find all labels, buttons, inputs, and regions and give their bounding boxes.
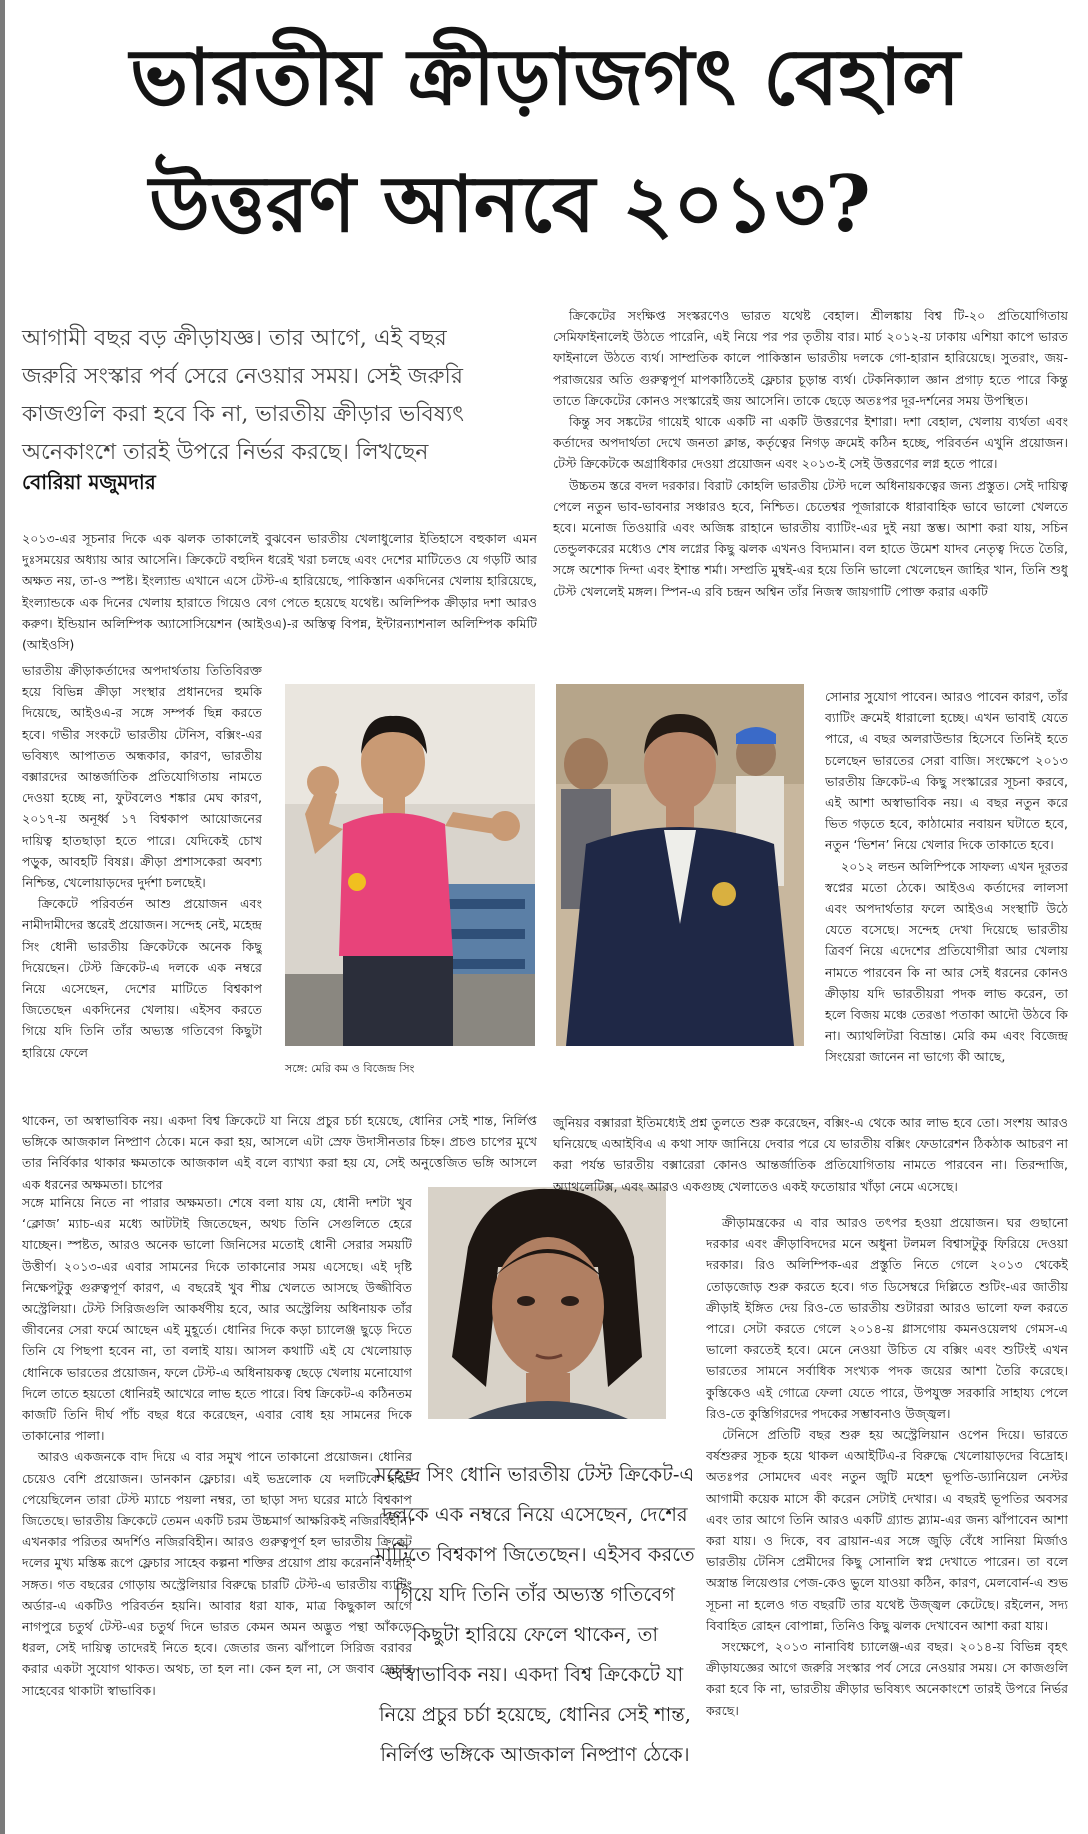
paragraph: টেনিসে প্রতিটি বছর শুরু হয় অস্ট্রেলিয়ান ওপেন দিয়ে। ভারতে বর্ষশুরুর সূচক হয়ে থাকল এআইটিএ-র বিরুদ্ধে খেলোয়াড়দের বিদ্রোহ। অতঃপর সোমদেব এবং নতুন জুটি মহেশ ভূপতি-ড্যানিয়েল নেস্টর আগামী কয়েক মাসে কী করেন সেটাই দেখার। এ বছরই ভূপতির অবসর এবং তার আগে তিনি আরও একটি গ্র্যান্ড স্ল্যাম-এর জন্য ঝাঁপাবেন আশা করা যায়। ও দিকে, বব ব্রায়ান-এর সঙ্গে জুড়ি বেঁধে সানিয়া মির্জাও ভারতীয় টেনিস প্রেমীদের কিছু সোনালি স্বপ্ন দেখাতে পারেন। তা বলে অস্ত্রান্ত লিয়েণ্ডার পেজ-কেও ভুলে যাওয়া কঠিন, কারণ, মেলবোর্ন-এ শুভ সূচনা না হলেও গত বছরটি তার যথেষ্ট উজ্জ্বল কেটেছে। রইলেন, সদ্য বিবাহিত রোহন বোপান্না, তিনিও কিছু ঝলক দেখাবেন আশা করা যায়। [706,1427,1068,1633]
article-right-mid [553,1112,1068,1218]
paragraph: কিন্তু সব সঙ্কটের গায়েই থাকে একটি না একটি উত্তরণের ইশারা। দশা বেহাল, খেলায় ব্যর্থতা এবং কর্তাদের অপদার্থতা দেখে জনতা ক্লান্ত, কর্তৃত্বের নিগড় ক্রমেই কঠিন হচ্ছে, পরিবর্তন এখুনি প্রয়োজন। টেস্ট ক্রিকেটকে অগ্রাধিকার দেওয়া প্রয়োজন এবং ২০১৩-ই সেই উত্তরণের লগ্ন হতে পারে। [553,414,1068,472]
paragraph: উচ্চতম স্তরে বদল দরকার। বিরাট কোহলি ভারতীয় টেস্ট দলে অধিনায়কত্বের জন্য প্রস্তুত। সেই দায়িত্ব পেলে নতুন ভাব-ভাবনার সঞ্চারও হবে, নিশ্চিত। চেতেশ্বর পূজারাকে ধারাবাহিক ভাবে ভালো খেলতে হবে। মনোজ তিওয়ারি এবং অজিঙ্ক রাহানে ভারতীয় ব্যাটিং-এর দুই নয়া স্তম্ভ। আশা করা যায়, সচিন তেন্ডুলকরের মধ্যেও শেষ লগ্নের কিছু ঝলক এখনও বিদ্যমান। বল হাতে উমেশ যাদব নেতৃত্ব দিতে তৈরি, সঙ্গে অশোক দিন্দা এবং ইশান্ত শর্মা। সম্প্রতি মুম্বই-এর হয়ে তিনি ভালো খেলেছেন জাহির খান, তিনি শুধু টেস্ট খেললেই মঙ্গল। স্পিন-এ রবি চন্দ্রন অশ্বিন তাঁর নিজস্ব জায়গাটি পোক্ত করার একটি [553,477,1068,599]
paragraph: ২০১২ লন্ডন অলিম্পিকে সাফল্য এখন দূরতর স্বপ্নের মতো ঠেকে। আইওএ কর্তাদের লালসা এবং অপদার্থতার ফলে আইওএ সংস্থাটি উঠে যেতে বসেছে। সন্দেহ দেখা দিয়েছে ভারতীয় ত্রিবর্ণ নিয়ে এদেশের প্রতিযোগীরা আর খেলায় নামতে পারবেন কি না আর সেই ধরনের কোনও ক্রীড়ায় যদি ভারতীয়রা পদক লাভ করেন, তা হলে বিজয় মঞ্চে তেরঙা পতাকা আদৌ উঠবে কি না। অ্যাথলিটরা বিভ্রান্ত। মেরি কম এবং বিজেন্দ্র সিংয়েরা জানেন না ভাগ্যে কী আছে, [825,858,1068,1065]
mary-kom-photo [285,684,535,1046]
headline-line-1: ভারতীয় ক্রীড়াজগৎ বেহাল [130,32,960,123]
paragraph: ২০১৩-এর সূচনার দিকে এক ঝলক তাকালেই বুঝবেন ভারতীয় খেলাধুলোর ইতিহাসে বহুকাল এমন দুঃসময়ের অধ্যায় আর আসেনি। ক্রিকেটে বহুদিন ধরেই খরা চলছে এবং দেশের মাটিতেও যে গড়টি আর অক্ষত নয়, তা-ও স্পষ্ট। ইংল্যান্ড এখানে এসে টেস্ট-এ হারিয়েছে, পাকিস্তান একদিনের খেলায় হারিয়েছে, ইংল্যান্ডকে এক দিনের খেলায় হারাতে গিয়েও বেগ পেতে হয়েছে যথেষ্ট। অলিম্পিক ক্রীড়ার দশা আরও করুণ। ইন্ডিয়ান অলিম্পিক অ্যাসোসিয়েশন (আইওএ)-র অস্তিত্ব বিপন্ন, ইন্টারন্যাশনাল অলিম্পিক কমিটি (আইওসি) [22,531,537,653]
paragraph: সোনার সুযোগ পাবেন। আরও পাবেন কারণ, তাঁর ব্যাটিং ক্রমেই ধারালো হচ্ছে। এখন ভাবাই যেতে পারে, এ বছর অলরাউন্ডার হিসেবে তিনিই হতে চলেছেন ভারতের সেরা বাজি। সংক্ষেপে ২০১৩ ভারতীয় ক্রিকেট-এ কিছু সংস্কারের সূচনা করবে, এই আশা অস্বাভাবিক নয়। এ বছর নতুন করে ভিত গড়তে হবে, কাঠামোর নবায়ন ঘটাতে হবে, নতুন ‘ভিশন’ নিয়ে খেলার দিকে তাকাতে হবে। [825,689,1068,853]
paragraph: আরও একজনকে বাদ দিয়ে এ বার সমুখ পানে তাকানো প্রয়োজন। ধোনির চেয়েও বেশি প্রয়োজন। ডানকান ফ্লেচার। এই ভদ্রলোক যে দলটিকে হাতে পেয়েছিলেন তারা টেস্ট ম্যাচে পয়লা নম্বর, তা ছাড়া সদ্য ঘরের মাঠে বিশ্বকাপ জিতেছে। ভারতীয় ক্রিকেটে তেমন একটি চরম উচ্চমার্গ আক্ষরিকই নজিরবিহীন। এখনকার পরিতর অদর্শিও নজিরবিহীন। আরও গুরুত্বপূর্ণ হল ভারতীয় ক্রিকেট দলের মুখ্য মস্তিষ্ক রূপে ফ্লেচার সাহেব কল্পনা শক্তির প্রয়োগ প্রায় করেননি বলাই সঙ্গত। গত বছরের গোড়ায় অস্ট্রেলিয়ার বিরুদ্ধে চারটি টেস্ট-এ ভারতীয় ব্যাটিং অর্ডার-এ একটিও পরিবর্তন হয়নি। আবার ধরা যাক, মাত্র কিছুকাল আগে নাগপুরে চতুর্থ টেস্ট-এর চতুর্থ দিনে ভারত কেমন অমন অদ্ভুত পন্থা আঁকড়ে ধরল, সেই দায়িত্ব তাদেরই নিতে হবে। জেতার জন্য ঝাঁপালে সিরিজ বরাবর করার একটা সুযোগ থাকত। অথচ, তা হল না। কেন হল না, সে জবাব ফ্লেচার সাহেবের থাকাটা স্বাভাবিক। [22,1449,412,1698]
photo-caption: সঙ্গে: মেরি কম ও বিজেন্দ্র সিং [285,1062,415,1075]
left-edge-bar [0,0,5,1834]
headline-line-2: উত্তরণ আনবে ২০১৩? [149,159,871,250]
article-right-top [553,305,1068,685]
article-left-top [22,528,537,660]
intro-deck: আগামী বছর বড় ক্রীড়াযজ্ঞ। তার আগে, এই বছর জরুরি সংস্কার পর্ব সেরে নেওয়ার সময়। সেই জরুরি কাজগুলি করা হবে কি না, ভারতীয় ক্রীড়ার ভবিষ্যৎ অনেকাংশে তারই উপরে নির্ভর করছে। লিখছেন [22,326,465,465]
paragraph: ক্রিকেটে পরিবর্তন আশু প্রয়োজন এবং নামীদামীদের স্তরেই প্রয়োজন। সন্দেহ নেই, মহেন্দ্র সিং ধোনী ভারতীয় ক্রিকেটকে অনেক কিছু দিয়েছেন। টেস্ট ক্রিকেট-এ দলকে এক নম্বরে নিয়ে এসেছেন, দেশের মাটিতে বিশ্বকাপ জিতেছেন একদিনের খেলায়। এইসব করতে গিয়ে যদি তিনি তাঁর অভ্যস্ত গতিবেগ কিছুটা হারিয়ে ফেলে [22,896,262,1060]
article-left-lower [22,1192,412,1817]
article-right-narrow [825,686,1068,1112]
byline: বোরিয়া মজুমদার [22,470,156,494]
dhoni-photo [428,1187,666,1419]
paragraph: জুনিয়র বক্সাররা ইতিমধ্যেই প্রশ্ন তুলতে শুরু করেছেন, বক্সিং-এ থেকে আর লাভ হবে তো। সংশয় আরও ঘনিয়েছে এআইবিএ এ কথা সাফ জানিয়ে দেবার পরে যে ভারতীয় বক্সিং ফেডারেশন ঠিকঠাক আচরণ না করা পর্যন্ত ভারতীয় বক্সারেরা কোনও আন্তর্জাতিক প্রতিযোগিতায় নামতে পারবেন না। তিরন্দাজি, অ্যাথলেটিক্স, এবং আরও একগুচ্ছ খেলাতেও একই ফতোয়ার খাঁড়া নেমে এসেছে। [553,1115,1068,1194]
vijender-singh-photo [556,684,804,1046]
paragraph: থাকেন, তা অস্বাভাবিক নয়। একদা বিশ্ব ক্রিকেটে যা নিয়ে প্রচুর চর্চা হয়েছে, ধোনির সেই শান্ত, নির্লিপ্ত ভঙ্গিকে আজকাল নিষ্প্রাণ ঠেকে। মনে করা হয়, আসলে এটা স্রেফ উদাসীনতার চিহ্ন। প্রচণ্ড চাপের মুখে তার নির্বিকার থাকার ক্ষমতাকে আজকাল এই বলে ব্যাখ্যা করা হয় যে, সেই অনুত্তেজিত ভঙ্গি আসলে এক ধরনের অক্ষমতা। চাপের [22,1113,537,1192]
article-left-narrow [22,660,262,1115]
paragraph: ভারতীয় ক্রীড়াকর্তাদের অপদার্থতায় তিতিবিরক্ত হয়ে বিভিন্ন ক্রীড়া সংস্থার প্রধানদের হুমকি দিয়েছে, আইওএ-র সঙ্গে সম্পর্ক ছিন্ন করতে হবে। গভীর সংকটে ভারতীয় টেনিস, বক্সিং-এর ভবিষ্যৎ আপাতত অন্ধকার, কারণ, ভারতীয় বক্সারদের আন্তর্জাতিক প্রতিযোগিতায় নামতে দেওয়া হচ্ছে না, ফুটবলেও শঙ্কার মেঘ কারণ, ২০১৭-য় অনূর্ধ্ব ১৭ বিশ্বকাপ আয়োজনের দায়িত্ব হাতছাড়া হতে পারে। যেদিকেই চোখ পড়ুক, আবহটি বিষণ্ণ। ক্রীড়া প্রশাসকেরা অবশ্য নিশ্চিন্ত, খেলোয়াড়দের দুর্দশা চলছেই। [22,663,262,891]
pull-quote: মহেন্দ্র সিং ধোনি ভারতীয় টেস্ট ক্রিকেট-এ দলকে এক নম্বরে নিয়ে এসেছেন, দেশের মাটিতে বিশ্বকাপ জিতেছেন। এইসব করতে গিয়ে যদি তিনি তাঁর অভ্যস্ত গতিবেগ কিছুটা হারিয়ে ফেলে থাকেন, তা অস্বাভাবিক নয়। একদা বিশ্ব ক্রিকেটে যা নিয়ে প্রচুর চর্চা হয়েছে, ধোনির সেই শান্ত, নির্লিপ্ত ভঙ্গিকে আজকাল নিষ্প্রাণ ঠেকে। [375,1463,695,1766]
article-right-lower [706,1212,1068,1824]
paragraph: ক্রীড়ামন্ত্রকের এ বার আরও তৎপর হওয়া প্রয়োজন। ঘর গুছানো দরকার এবং ক্রীড়াবিদদের মনে অধুনা টলমল বিশ্বাসটুকু ফিরিয়ে দেওয়া দরকার। রিও অলিম্পিক-এর প্রস্তুতি নিতে গেলে ২০১৩ থেকেই তোড়জোড় শুরু করতে হবে। গত ডিসেম্বরে দিল্লিতে শুটিং-এর জাতীয় ক্রীড়াই ইঙ্গিত দেয় রিও-তে ভারতীয় শুটাররা আরও ভালো ফল করতে পারে। সেটা করতে গেলে ২০১৪-য় গ্লাসগোয় কমনওয়েলথ গেমস-এ ভালো করতেই হবে। মেনে নেওয়া উচিত যে বক্সিং এবং শুটিংই এখন ভারতের সামনে সর্বাধিক সংখ্যক পদক জয়ের আশা তৈরি করেছে। কুস্তিকেও এই গোত্রে ফেলা যেতে পারে, উপযুক্ত সরকারি সাহায্য পেলে রিও-তে কুস্তিগিরদের পদকের সম্ভাবনাও উজ্জ্বল। [706,1215,1068,1421]
paragraph: ক্রিকেটের সংক্ষিপ্ত সংস্করণেও ভারত যথেষ্ট বেহাল। শ্রীলঙ্কায় বিশ্ব টি-২০ প্রতিযোগিতায় সেমিফাইনালেই উঠতে পারেনি, এই নিয়ে পর পর তৃতীয় বার। মার্চ ২০১২-য় ঢাকায় এশিয়া কাপে ভারত ফাইনালে উঠতে ব্যর্থ। সাম্প্রতিক কালে পাকিস্তান ভারতীয় দলকে গো-হারান হারিয়েছে। সুতরাং, জয়-পরাজয়ের অতি গুরুত্বপূর্ণ মাপকাঠিতেই ফ্লেচার চূড়ান্ত ব্যর্থ। টেকনিক্যাল জ্ঞান প্রগাঢ় হতে পারে কিন্তু তাতে ক্রিকেটের কোনও সংস্কারেই জয় আসেনি। তাকে ছেড়ে অতঃপর দূর-দর্শনের সময় উপস্থিত। [553,308,1068,408]
article-left-mid [22,1110,537,1195]
paragraph: সঙ্গে মানিয়ে নিতে না পারার অক্ষমতা। শেষে বলা যায় যে, ধোনী দশটা খুব ‘ক্লোজ’ ম্যাচ-এর মধ্যে আটটাই জিতেছেন, অথচ তিনি সেগুলিতে হেরে যাচ্ছেন। স্পষ্টত, আরও অনেক ভালো জিনিসের মতোই ধোনী সেরার সময়টি উত্তীর্ণ। ২০১৩-এর এবার সামনের দিকে তাকানোর সময় এসেছে। এই দৃষ্টি নিক্ষেপটুকু গুরুত্বপূর্ণ কারণ, এ বছরেই খুব শীঘ্র খেলতে আসছে উজ্জীবিত অস্ট্রেলিয়া। টেস্ট সিরিজগুলি আকর্ষণীয় হবে, আর অস্ট্রেলিয় অধিনায়ক তাঁর জীবনের সেরা ফর্মে আছেন এই মুহূর্তে। ধোনির দিকে কড়া চ্যালেঞ্জ ছুড়ে দিতে তিনি যে পিছপা হবেন না, তা বলাই যায়। আসল কথাটি এই যে খেলোয়াড় ধোনিকে ভারতের প্রয়োজন, ফলে টেস্ট-এ অধিনায়কত্ব ছেড়ে খেলায় মনোযোগ দিলে তাতে হয়তো ধোনিরই আখেরে লাভ হতে পারে। বিশ্ব ক্রিকেট-এ কঠিনতম কাজটি তিনি দীর্ঘ পাঁচ বছর ধরে করেছেন, এবার বোধ হয় সামনের দিকে তাকানোর পালা। [22,1195,412,1444]
paragraph: সংক্ষেপে, ২০১৩ নানাবিধ চ্যালেঞ্জ-এর বছর। ২০১৪-য় বিভিন্ন বৃহৎ ক্রীড়াযজ্ঞের আগে জরুরি সংস্কার পর্ব সেরে নেওয়ার সময়। সে কাজগুলি করা হবে কি না, ভারতীয় ক্রীড়ার ভবিষ্যৎ অনেকাংশে তারই উপরে নির্ভর করছে। [706,1639,1068,1718]
